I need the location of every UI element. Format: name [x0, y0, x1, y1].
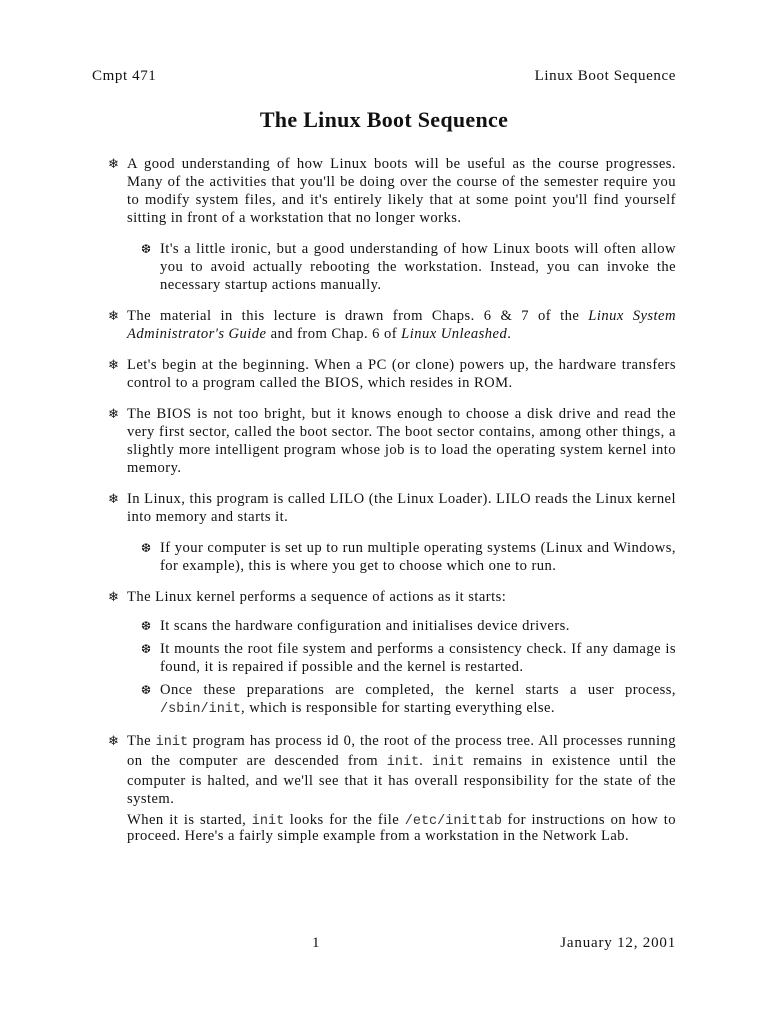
paragraph-text: Once these preparations are completed, the kernel starts a user process,: [160, 682, 676, 698]
paragraph-text: In Linux, this program is called LILO (the Linux Loader). LILO reads the Linux kernel into memory and starts it.: [127, 491, 676, 525]
bullet-intro: [108, 155, 676, 227]
snowflake-sub-bullet-icon: ❆: [141, 242, 152, 256]
paragraph-text: It scans the hardware configuration and initialises device drivers.: [160, 618, 570, 634]
paragraph-text: looks for the file: [284, 812, 405, 828]
paragraph-text: Let's begin at the beginning. When a PC (or clone) powers up, the hardware transfers control to a program called the BIOS, which resides in ROM.: [127, 357, 676, 391]
code-path: /sbin/init: [160, 702, 242, 717]
page-number: 1: [312, 935, 321, 951]
snowflake-sub-bullet-icon: ❆: [141, 683, 152, 697]
paragraph-text: program has process id 0, the root of the process tree. All processes running on the computer are descended from: [127, 733, 676, 769]
paragraph-text: It mounts the root file system and performs a consistency check. If any damage is found, it is repaired if possible and the kernel is restarted.: [160, 641, 676, 675]
code-path: /etc/inittab: [404, 814, 502, 829]
bullet-kernel: [108, 588, 676, 606]
code-term: init: [155, 735, 189, 750]
paragraph-text: The BIOS is not too bright, but it knows enough to choose a disk drive and read the very first sector, called the boot sector. The boot sector contains, among other things, a slightly more intelligent program whose job is to load the operating system kernel into memory.: [127, 406, 676, 476]
paragraph-text: remains in existence until the computer is halted, and we'll see that it has overall responsibility for the state of the system.: [127, 753, 677, 807]
paragraph-text: The material in this lecture is drawn from Chaps. 6 & 7 of the: [127, 308, 589, 324]
page-title: The Linux Boot Sequence: [259, 107, 509, 132]
book-title: Linux Unleashed: [401, 326, 508, 342]
code-term: init: [386, 755, 420, 770]
paragraph-text: .: [507, 326, 512, 342]
code-term: init: [431, 755, 465, 770]
footer-date: January 12, 2001: [560, 935, 676, 951]
sub-bullet-kernel-2: [108, 640, 676, 676]
snowflake-bullet-icon: ❄: [108, 733, 120, 748]
paragraph-inittab: [108, 813, 676, 844]
snowflake-bullet-icon: ❄: [108, 589, 120, 604]
snowflake-bullet-icon: ❄: [108, 406, 120, 421]
bullet-begin: [108, 356, 676, 392]
bullet-lilo: [108, 490, 676, 526]
book-title: Linux System Administrator's Guide: [127, 308, 676, 342]
snowflake-bullet-icon: ❄: [108, 156, 120, 171]
paragraph-text: and from Chap. 6 of: [266, 326, 402, 342]
bullet-init: [108, 732, 676, 808]
snowflake-sub-bullet-icon: ❆: [141, 642, 152, 656]
code-term: init: [251, 814, 285, 829]
paragraph-text: A good understanding of how Linux boots will be useful as the course progresses. Many of the activities that you'll be doing over the course of the semester require you to modify system files, and it's entirely likely that at some point you'll find yourself sitting in front of a workstation that no longer works.: [127, 156, 676, 226]
header-topic: Linux Boot Sequence: [534, 68, 676, 84]
snowflake-sub-bullet-icon: ❆: [141, 541, 152, 555]
paragraph-text: If your computer is set up to run multiple operating systems (Linux and Windows, for example), this is where you get to choose which one to run.: [160, 540, 676, 574]
sub-bullet-kernel-1: [108, 617, 676, 635]
snowflake-bullet-icon: ❄: [108, 357, 120, 372]
paragraph-text: for instructions on how to proceed. Here's a fairly simple example from a workstation in the Network Lab.: [127, 812, 676, 844]
paragraph-text: When it is started,: [127, 812, 252, 828]
paragraph-text: , which is responsible for starting everything else.: [241, 700, 556, 716]
bullet-material: [108, 307, 676, 343]
bullet-bios: [108, 405, 676, 477]
snowflake-bullet-icon: ❄: [108, 308, 120, 323]
sub-bullet-kernel-3: [108, 681, 676, 719]
paragraph-text: It's a little ironic, but a good understanding of how Linux boots will often allow you to avoid actually rebooting the workstation. Instead, you can invoke the necessary startup actions manually.: [160, 241, 676, 293]
snowflake-bullet-icon: ❄: [108, 491, 120, 506]
paragraph-text: The Linux kernel performs a sequence of actions as it starts:: [127, 589, 507, 605]
sub-bullet-intro: [108, 240, 676, 294]
document-body: [108, 155, 676, 844]
header-course: Cmpt 471: [92, 68, 157, 84]
sub-bullet-lilo: [108, 539, 676, 575]
paragraph-text: The: [127, 733, 156, 749]
snowflake-sub-bullet-icon: ❆: [141, 619, 152, 633]
paragraph-text: .: [419, 753, 432, 769]
